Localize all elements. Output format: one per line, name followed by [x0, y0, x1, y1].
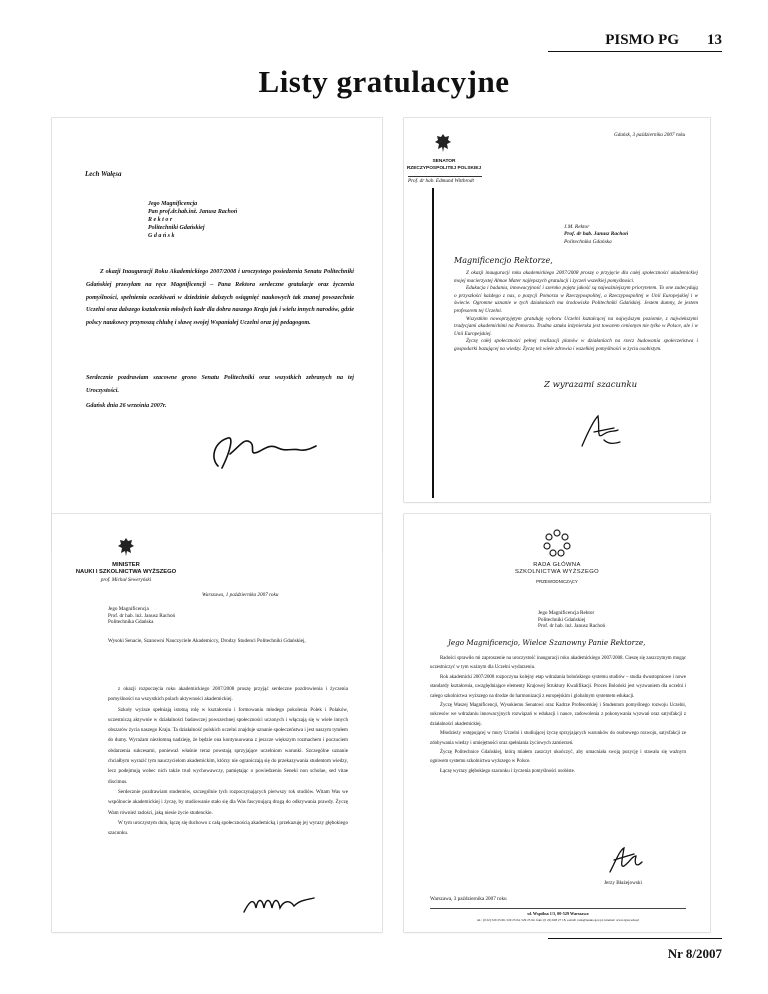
council-contact: tel.: (0 22) 529 25 66, 529 25 64, 529 25 62, faks: (0 22) 628 27 18, e-mail: rada@nauka.gov.pl, internet: www.rgsw.edu.pl: [476, 918, 640, 922]
body-paragraph: Z okazji inauguracji roku akademickiego 2007/2008 proszę o przyjęcie dla całej społeczności akademickiej mojej macierzystej Almae Mater najlepszych gratulacji i życzeń wszelkiej pomyślności.: [454, 270, 698, 284]
salutation: Wysoki Senacie, Szanowni Nauczyciele Akademiccy, Drodzy Studenci Politechniki Gdańskiej,: [108, 638, 306, 644]
issue-number: Nr 8/2007: [667, 946, 722, 961]
letter-rada-glowna: [404, 514, 710, 932]
recipient-block: [108, 606, 175, 626]
header-rule: [548, 51, 722, 52]
body-paragraph: Radości sprawiło mi zaproszenie na uroczystość inauguracji roku akademickiego 2007/2008. Cieszę się zaszczytnym mogąc uczestniczyć w tym ważnym dla Uczelni wydarzeniu.: [430, 656, 686, 671]
recipient-line: R e k t o r: [148, 217, 173, 223]
eagle-emblem-icon: [116, 536, 136, 558]
body-paragraph: Serdecznie pozdrawiam szacowne grono Senatu Politechniki oraz wszystkich zebranych na tej Uroczystości.: [86, 375, 354, 394]
council-address: ul. Wspólna 1/3, 00-529 Warszawa: [527, 911, 589, 916]
recipient-block: [564, 224, 628, 246]
page-title: Listy gratulacyjne: [258, 64, 510, 99]
footer-rule: [430, 908, 686, 909]
place-date: Gdańsk dnia 26 września 2007r.: [86, 403, 167, 409]
signature: [574, 410, 634, 452]
letter-senator: [404, 118, 710, 502]
body-paragraph: Serdecznie pozdrawiam studentów, szczególnie tych rozpoczynających pierwszy rok studiów. Witam Was we wspólnocie akademickiej i życzę, by studiowanie stało się dla Was fascynującą drogą do odkrywania prawdy. Życzę Wam również radości, jaką niesie życie studenckie.: [108, 788, 348, 816]
office-line: NAUKI I SZKOLNICTWA WYŻSZEGO: [75, 569, 177, 575]
office-line: RADA GŁÓWNA: [533, 562, 581, 568]
page-number: 13: [707, 31, 722, 48]
signature: [600, 844, 650, 878]
senator-name: Prof. dr hab. Edmund Wittbrodt: [408, 176, 482, 185]
recipient-line: J.M. Rektor: [564, 224, 590, 230]
letter-date: Gdańsk, 3 października 2007 roku: [614, 132, 686, 138]
body-paragraph: Szkoły wyższe spełniają istotną rolę w kształceniu i formowaniu młodego pokolenia Polek i Polaków, uczestniczą aktywnie w działalności badawczej powszechnej społeczności uczonych i włączają się w wiele innych obszarów życia naszego Kraju. Ta działalność polskich uczelni znajduje uznanie społeczeństwa i jest naszym tytułem do dumy. Wyrażam niezłomną nadzieję, że będzie ona kontynuowana z jeszcze większym rozmachem i poczuciem obdarzenia sukcesami, ponieważ właśnie teraz powstają sprzyjające uczelniom warunki. Szczególne uznanie chciałbym wyrazić tym nauczycielom akademickim, którzy nie ograniczają się do przekazywania studentom wiedzy, lecz podejmują wobec nich także trud wychowawczy, pamiętając o powiedzeniu Seneki non scholae, sed vitae discimus.: [108, 706, 348, 785]
recipient-block: [148, 200, 237, 240]
body-paragraph: Z okazji Inauguracji Roku Akademickiego 2007/2008 i uroczystego posiedzenia Senatu Politechniki Gdańskiej przesyłam na ręce Magnificencji – Pana Rektora serdeczne gratulacje oraz życzenia pomyślności, spełnienia oczekiwań w dziedzinie dalszych osiągnięć naukowych tak znanej powszechnie Uczelni oraz dalszego kształcenia młodych kadr dla dobra naszego Kraju jak i wielu innych narodów, gdzie polscy naukowcy przynoszą chlubę i sławę swojej Wspaniałej Uczelni oraz jej pedagogom.: [86, 269, 354, 327]
recipient-line: Jego Magnificencja: [148, 201, 198, 207]
office-line: SZKOLNICTWA WYŻSZEGO: [514, 569, 600, 575]
body-paragraph: Życzę całej społeczności pełnej realizacji planów w działaniach na rzecz budowania społeczeństwa i gospodarki bazującej na wiedzy. Życzę też wiele zdrowia i wszelkiej pomyślności w życiu osobistym.: [454, 338, 698, 352]
office-title: [66, 562, 186, 576]
office-line: MINISTER: [112, 562, 140, 568]
sender-name: Lech Wałęsa: [85, 170, 122, 178]
signature: [240, 890, 320, 920]
recipient-line: Pan prof.dr.hab.inż. Janusz Rachoń: [148, 209, 238, 215]
body-paragraph: Życzę Politechnice Gdańskiej, którą miałem zaszczyt ukończyć, aby umacniała swoją pozycję i stawała się ważnym ogniwem systemu szkolnictwa wyższego w Polsce.: [430, 750, 686, 765]
salutation: Jego Magnificencjo, Wielce Szanowny Panie Rektorze,: [448, 638, 646, 647]
recipient-line: Politechnika Gdańska: [564, 238, 612, 245]
recipient-line: Politechniki Gdańskiej: [538, 616, 586, 623]
footer-rule: [548, 938, 722, 939]
closing: Z wyrazami szacunku: [544, 380, 638, 390]
letter-body: [430, 654, 686, 776]
body-paragraph: Wszystkim nowoprzyjętym gratuluję wyboru Uczelni kształcącej na najwyższym poziomie, z najwiekszymi tradycjami akademickimi na Pomorzu. Trudna sztuka inżynierska jest towarem cenionym nie tylko w Polsce, ale i w Unii Europejskiej.: [454, 315, 698, 337]
eagle-emblem-icon: [434, 132, 452, 154]
publication-name: PISMO PG: [605, 31, 679, 48]
signature: [200, 418, 320, 478]
body-paragraph: Łączę wyrazy głębokiego szacunku i życzenia pomyślności osobiste.: [440, 768, 575, 774]
body-paragraph: Życzę Waszej Magnificencji, Wysokiemu Senatowi oraz Kadrze Profesorskiej i Studentom pomyślnego rozwoju Uczelni, sukcesów we wdrażaniu innowacyjnych rozwiązań w edukacji i nauce, zadowolenia z pokonywania wyzwań oraz satysfakcji z działalności akademickiej.: [430, 703, 686, 727]
minister-name: prof. Michał Seweryński: [100, 577, 152, 583]
body-paragraph: Rok akademicki 2007/2008 rozpoczyna kolejny etap wdrażania bolońskiego systemu studiów – studia dwustopniowe i nowe standardy kształcenia, uwzględniające elementy Krajowej Struktury Kwalifikacji. Proces Boloński jest wyzwaniem dla uczelni i całego szkolnictwa wyższego na drodze do harmonizacji z europejskim i globalnym systemem edukacji.: [430, 674, 686, 699]
office-line: SENATOR: [432, 159, 456, 164]
signatory-name: Jerzy Błażejowski: [604, 880, 642, 886]
office-title: [482, 562, 632, 576]
letter-date: Warszawa, 1 października 2007 roku: [202, 592, 279, 598]
recipient-line: G d a ń s k: [148, 233, 175, 239]
body-paragraph: Młodzieży wstępującej w mury Uczelni i studiującej życzę sprzyjających warunków do osobowego rozwoju, satysfakcji ze zdobywania wiedzy i umiejętności oraz spełniania życiowych zamierzeń.: [430, 731, 686, 746]
body-paragraph: Edukacja i badania, innowacyjność i szeroko pojęta jakość są najważniejszym priorytetem. To one zadecydują o przyszłości każdego z nas, o pozycji Pomorza w Rzeczypospolitej, a Rzeczypospolitej w Unii Europejskiej i w świecie. Ogromne uznanie w tych działaniach ma środowisko Politechniki Gdańskiej. Jestem dumny, że jestem profesorem tej Uczelni.: [454, 285, 698, 314]
council-logo-icon: [542, 528, 572, 558]
recipient-line: Jego Magnificencja: [108, 606, 149, 612]
recipient-line: Politechnika Gdańska: [108, 619, 154, 626]
salutation: Magnificencjo Rektorze,: [454, 256, 553, 265]
letter-walesa: [52, 118, 382, 550]
body-paragraph: z okazji rozpoczęcia roku akademickiego 2007/2008 proszę przyjąć serdeczne pozdrowienia i życzenia pomyślności na wszystkich polach aktywności akademickiej.: [108, 686, 348, 703]
recipient-block: [538, 610, 605, 630]
office-line: RZECZYPOSPOLITEJ POLSKIEJ: [406, 166, 482, 171]
recipient-line: Jego Magnificencja Rektor: [538, 610, 595, 616]
letter-date: Warszawa, 3 października 2007 roku: [430, 896, 507, 902]
letter-body: [454, 270, 698, 354]
letter-body-2: [86, 372, 354, 398]
body-paragraph: W tym uroczystym dniu, łączę się duchowo z całą społecznością akademicką i przekazuję jej wyrazy głębokiego szacunku.: [108, 819, 348, 837]
margin-rule: [432, 188, 434, 498]
letter-body: [108, 684, 348, 838]
recipient-line: Prof. dr hab. inż. Janusz Rachoń: [538, 623, 606, 630]
office-subtitle: PRZEWODNICZĄCY: [536, 579, 578, 584]
recipient-line: Politechniki Gdańskiej: [148, 225, 205, 231]
page-header: [605, 30, 722, 50]
office-title: [404, 158, 484, 172]
recipient-line: Prof. dr hab. Janusz Rachoń: [564, 231, 629, 238]
letter-body: [86, 266, 354, 330]
letter-minister: [52, 514, 382, 932]
recipient-line: Prof. dr hab. inż. Janusz Rachoń: [108, 612, 176, 619]
